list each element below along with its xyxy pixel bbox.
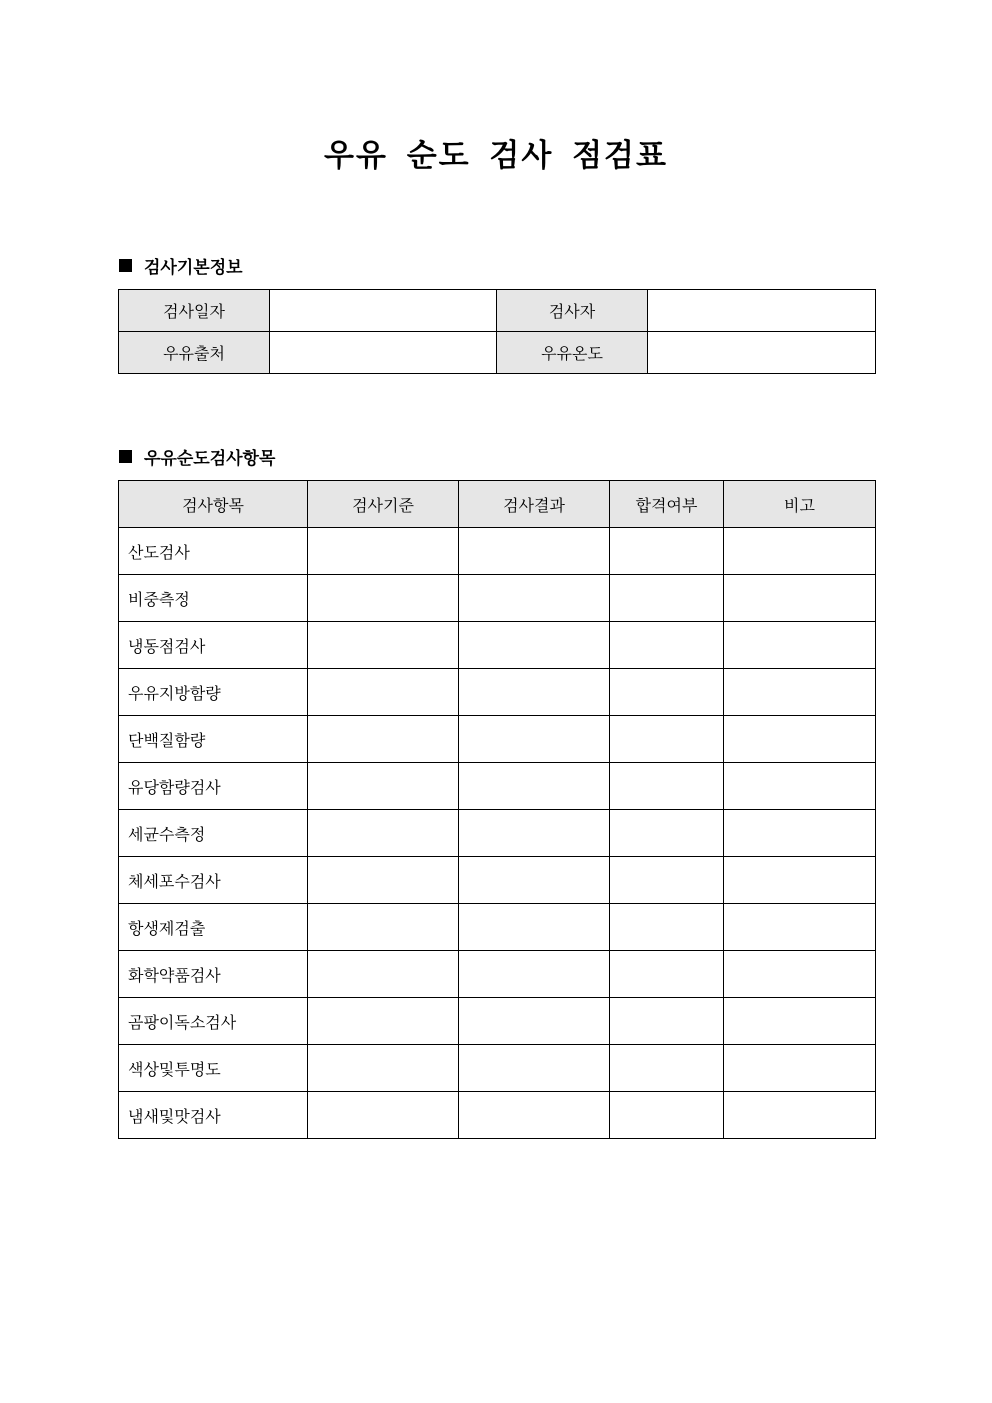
table-row xyxy=(119,332,876,374)
inspection-result-cell[interactable] xyxy=(459,904,610,951)
table-header-row xyxy=(119,481,876,528)
inspection-item-name: 산도검사 xyxy=(119,528,308,575)
inspection-note-cell[interactable] xyxy=(724,998,876,1045)
inspection-item-name: 유당함량검사 xyxy=(119,763,308,810)
inspection-standard-cell[interactable] xyxy=(308,951,459,998)
inspection-result-cell[interactable] xyxy=(459,951,610,998)
inspection-result-cell[interactable] xyxy=(459,528,610,575)
table-row xyxy=(119,810,876,857)
milk-source-label: 우유출처 xyxy=(119,332,270,374)
inspection-note-cell[interactable] xyxy=(724,669,876,716)
inspection-note-cell[interactable] xyxy=(724,810,876,857)
table-row xyxy=(119,857,876,904)
inspection-item-name: 비중측정 xyxy=(119,575,308,622)
column-header-note: 비고 xyxy=(724,481,876,528)
inspection-date-field[interactable] xyxy=(270,290,497,332)
inspection-result-cell[interactable] xyxy=(459,763,610,810)
table-row xyxy=(119,998,876,1045)
milk-source-field[interactable] xyxy=(270,332,497,374)
milk-temperature-label: 우유온도 xyxy=(497,332,648,374)
inspection-note-cell[interactable] xyxy=(724,716,876,763)
inspection-pass-cell[interactable] xyxy=(610,998,724,1045)
table-row xyxy=(119,528,876,575)
inspection-note-cell[interactable] xyxy=(724,857,876,904)
inspection-item-name: 색상및투명도 xyxy=(119,1045,308,1092)
inspection-note-cell[interactable] xyxy=(724,622,876,669)
table-row xyxy=(119,951,876,998)
inspection-pass-cell[interactable] xyxy=(610,669,724,716)
inspection-standard-cell[interactable] xyxy=(308,528,459,575)
inspection-item-name: 화학약품검사 xyxy=(119,951,308,998)
inspection-note-cell[interactable] xyxy=(724,951,876,998)
inspection-standard-cell[interactable] xyxy=(308,669,459,716)
inspection-pass-cell[interactable] xyxy=(610,904,724,951)
section-heading-label: 검사기본정보 xyxy=(144,257,243,278)
inspection-pass-cell[interactable] xyxy=(610,1045,724,1092)
inspection-item-name: 체세포수검사 xyxy=(119,857,308,904)
inspection-result-cell[interactable] xyxy=(459,998,610,1045)
column-header-item: 검사항목 xyxy=(119,481,308,528)
column-header-pass: 합격여부 xyxy=(610,481,724,528)
table-row xyxy=(119,716,876,763)
inspection-standard-cell[interactable] xyxy=(308,904,459,951)
inspection-item-name: 냄새및맛검사 xyxy=(119,1092,308,1139)
inspection-note-cell[interactable] xyxy=(724,904,876,951)
inspector-label: 검사자 xyxy=(497,290,648,332)
table-row xyxy=(119,575,876,622)
inspection-pass-cell[interactable] xyxy=(610,1092,724,1139)
inspection-result-cell[interactable] xyxy=(459,669,610,716)
column-header-result: 검사결과 xyxy=(459,481,610,528)
inspection-pass-cell[interactable] xyxy=(610,857,724,904)
inspection-item-name: 단백질함량 xyxy=(119,716,308,763)
inspection-standard-cell[interactable] xyxy=(308,622,459,669)
inspection-note-cell[interactable] xyxy=(724,1045,876,1092)
square-bullet-icon xyxy=(119,259,132,272)
inspection-note-cell[interactable] xyxy=(724,575,876,622)
milk-temperature-field[interactable] xyxy=(648,332,876,374)
inspection-result-cell[interactable] xyxy=(459,810,610,857)
inspection-date-label: 검사일자 xyxy=(119,290,270,332)
table-row xyxy=(119,1045,876,1092)
inspection-pass-cell[interactable] xyxy=(610,716,724,763)
inspection-result-cell[interactable] xyxy=(459,575,610,622)
inspection-pass-cell[interactable] xyxy=(610,763,724,810)
inspection-result-cell[interactable] xyxy=(459,716,610,763)
section-heading-inspection-items xyxy=(119,444,275,468)
inspection-item-name: 우유지방함량 xyxy=(119,669,308,716)
inspection-standard-cell[interactable] xyxy=(308,763,459,810)
column-header-standard: 검사기준 xyxy=(308,481,459,528)
inspection-standard-cell[interactable] xyxy=(308,998,459,1045)
inspection-pass-cell[interactable] xyxy=(610,575,724,622)
table-row xyxy=(119,622,876,669)
inspection-result-cell[interactable] xyxy=(459,1092,610,1139)
inspection-standard-cell[interactable] xyxy=(308,810,459,857)
inspection-result-cell[interactable] xyxy=(459,857,610,904)
inspection-standard-cell[interactable] xyxy=(308,716,459,763)
square-bullet-icon xyxy=(119,450,132,463)
inspection-result-cell[interactable] xyxy=(459,1045,610,1092)
inspection-item-name: 냉동점검사 xyxy=(119,622,308,669)
table-row xyxy=(119,1092,876,1139)
table-row xyxy=(119,669,876,716)
inspection-standard-cell[interactable] xyxy=(308,1045,459,1092)
inspection-standard-cell[interactable] xyxy=(308,857,459,904)
inspection-item-name: 세균수측정 xyxy=(119,810,308,857)
inspection-item-name: 항생제검출 xyxy=(119,904,308,951)
inspection-standard-cell[interactable] xyxy=(308,575,459,622)
inspection-items-table xyxy=(118,480,876,1139)
table-row xyxy=(119,763,876,810)
basic-info-table xyxy=(118,289,876,374)
inspection-note-cell[interactable] xyxy=(724,528,876,575)
inspection-item-name: 곰팡이독소검사 xyxy=(119,998,308,1045)
section-heading-label: 우유순도검사항목 xyxy=(144,448,276,469)
table-row xyxy=(119,904,876,951)
table-row xyxy=(119,290,876,332)
inspection-items-body xyxy=(119,528,876,1139)
section-heading-basic-info xyxy=(119,253,243,277)
inspection-note-cell[interactable] xyxy=(724,763,876,810)
page-title: 우유 순도 검사 점검표 xyxy=(324,138,668,174)
inspection-pass-cell[interactable] xyxy=(610,528,724,575)
inspection-pass-cell[interactable] xyxy=(610,951,724,998)
inspection-note-cell[interactable] xyxy=(724,1092,876,1139)
inspection-result-cell[interactable] xyxy=(459,622,610,669)
inspection-pass-cell[interactable] xyxy=(610,622,724,669)
inspection-pass-cell[interactable] xyxy=(610,810,724,857)
inspection-standard-cell[interactable] xyxy=(308,1092,459,1139)
inspector-field[interactable] xyxy=(648,290,876,332)
